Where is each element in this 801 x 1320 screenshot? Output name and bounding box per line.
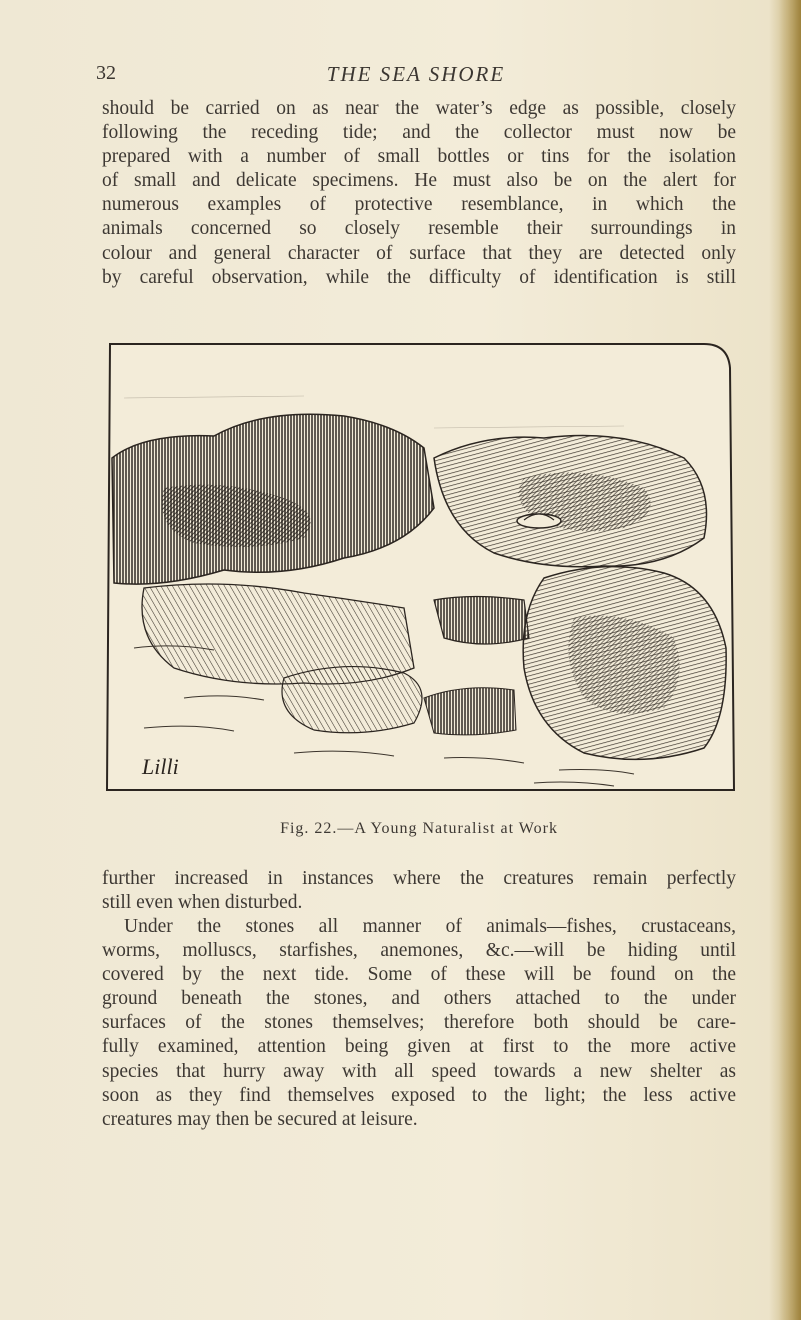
figure-caption: Fig. 22.—A Young Naturalist at Work <box>280 820 558 837</box>
text-line: soon as they find themselves exposed to the light; the less active <box>102 1084 736 1106</box>
low-rock <box>282 667 422 733</box>
text-line: numerous examples of protective resemblance, in which the <box>102 194 736 216</box>
text-line: further increased in instances where the creatures remain perfectly <box>102 868 736 889</box>
engraving-rocky-shore <box>104 338 738 794</box>
text-line: ground beneath the stones, and others attached to the under <box>102 988 736 1010</box>
text-line: animals concerned so closely resemble their surroundings in <box>102 218 736 240</box>
figure-illustration <box>104 338 738 794</box>
text-line: following the receding tide; and the collector must now be <box>102 122 736 144</box>
text-line: covered by the next tide. Some of these will be found on the <box>102 964 736 986</box>
running-head: THE SEA SHORE <box>326 62 506 86</box>
page-header <box>96 62 736 86</box>
paragraph-3 <box>102 915 736 1132</box>
text-line: by careful observation, while the difficulty of identification is still <box>102 266 736 288</box>
paragraph-2 <box>102 867 736 915</box>
text-line: worms, molluscs, starfishes, anemones, &c.—will be hiding until <box>102 940 736 962</box>
text-line: still even when disturbed. <box>102 892 303 914</box>
page-number: 32 <box>96 62 116 84</box>
text-line: surfaces of the stones themselves; therefore both should be care- <box>102 1012 736 1034</box>
text-line: fully examined, attention being given at first to the more active <box>102 1036 736 1058</box>
text-line: prepared with a number of small bottles or tins for the isolation <box>102 146 736 168</box>
text-line: species that hurry away with all speed towards a new shelter as <box>102 1060 736 1082</box>
paragraph-1 <box>102 97 736 290</box>
text-line: colour and general character of surface that they are detected only <box>102 242 736 264</box>
text-line: Under the stones all manner of animals—fishes, crustaceans, <box>124 916 736 937</box>
text-line: creatures may then be secured at leisure. <box>102 1108 418 1130</box>
artist-signature: Lilli <box>142 754 179 779</box>
text-line: should be carried on as near the water’s edge as possible, closely <box>102 98 736 119</box>
text-line: of small and delicate specimens. He must also be on the alert for <box>102 170 736 192</box>
page-edge-stain <box>779 0 801 1320</box>
